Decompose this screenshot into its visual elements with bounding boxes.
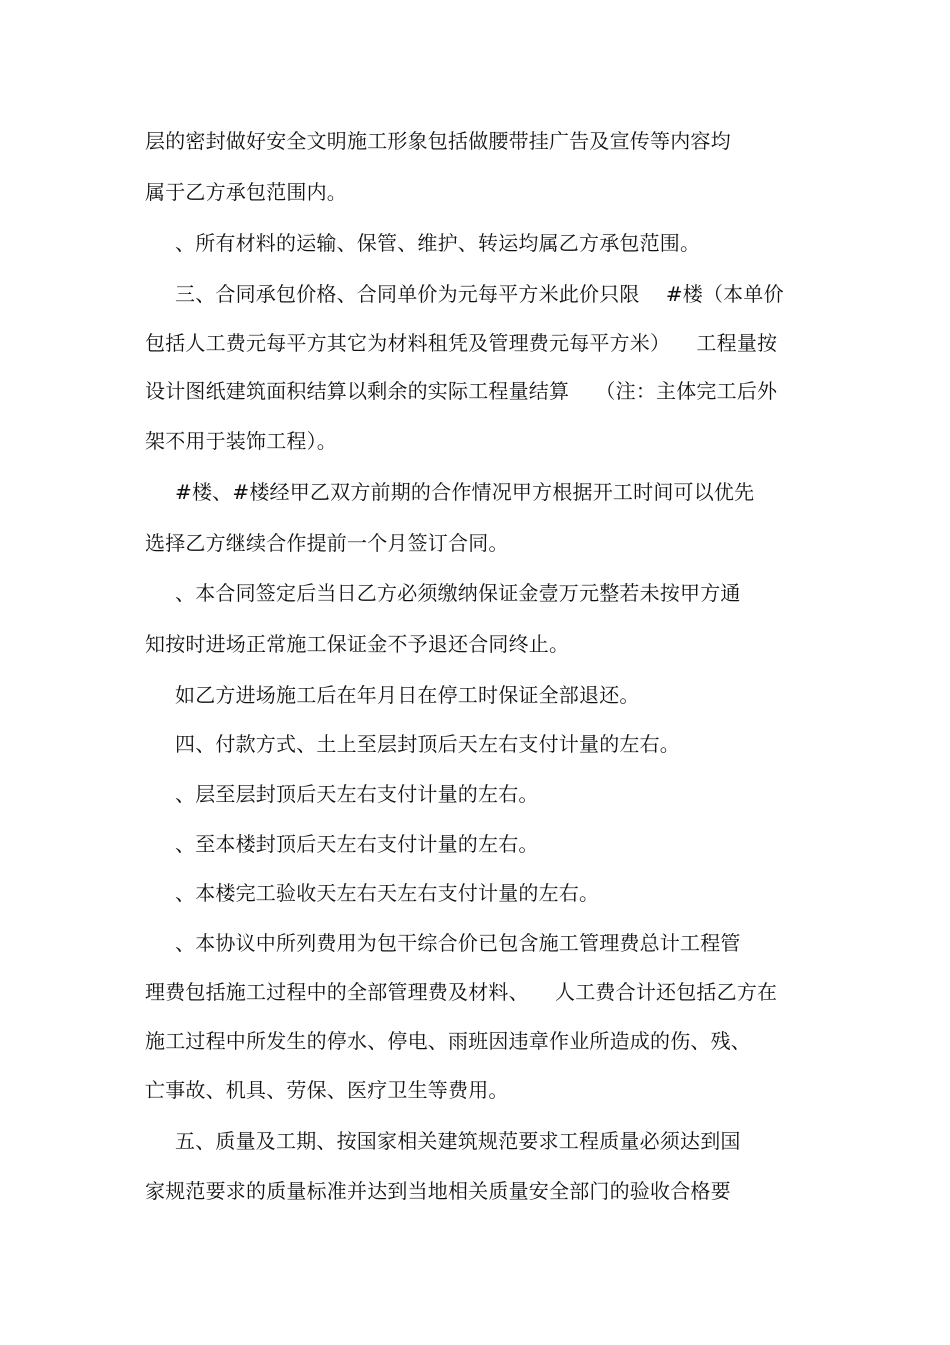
text-line: 选择乙方继续合作提前一个月签订合同。	[145, 531, 509, 555]
text-line: 、本合同签定后当日乙方必须缴纳保证金壹万元整若未按甲方通	[175, 581, 741, 605]
text-line: 三、合同承包价格、合同单价为元每平方米此价只限 #楼（本单价	[175, 282, 784, 306]
text-line: 如乙方进场施工后在年月日在停工时保证全部退还。	[175, 683, 640, 707]
text-line: 、本楼完工验收天左右天左右支付计量的左右。	[175, 881, 600, 905]
text-line: 、本协议中所列费用为包干综合价已包含施工管理费总计工程管	[175, 931, 741, 955]
text-line: 知按时进场正常施工保证金不予退还合同终止。	[145, 632, 570, 656]
text-line: 家规范要求的质量标准并达到当地相关质量安全部门的验收合格要	[145, 1179, 731, 1203]
text-line: 、层至层封顶后天左右支付计量的左右。	[175, 782, 539, 806]
text-line: 架不用于装饰工程）。	[145, 429, 337, 453]
text-line: 施工过程中所发生的停水、停电、雨班因违章作业所造成的伤、残、	[145, 1029, 751, 1053]
text-line: #楼、#楼经甲乙双方前期的合作情况甲方根据开工时间可以优先	[175, 480, 755, 504]
text-line: 理费包括施工过程中的全部管理费及材料、 人工费合计还包括乙方在	[145, 980, 778, 1004]
text-line: 包括人工费元每平方其它为材料租凭及管理费元每平方米） 工程量按	[145, 331, 778, 355]
text-line: 五、质量及工期、按国家相关建筑规范要求工程质量必须达到国	[175, 1129, 741, 1153]
text-line: 、至本楼封顶后天左右支付计量的左右。	[175, 832, 539, 856]
text-line: 属于乙方承包范围内。	[145, 180, 347, 204]
text-line: 层的密封做好安全文明施工形象包括做腰带挂广告及宣传等内容均	[145, 129, 731, 153]
text-line: 亡事故、机具、劳保、医疗卫生等费用。	[145, 1078, 509, 1102]
text-line: 四、付款方式、土上至层封顶后天左右支付计量的左右。	[175, 732, 680, 756]
text-line: 、所有材料的运输、保管、维护、转运均属乙方承包范围。	[175, 231, 701, 255]
text-line: 设计图纸建筑面积结算以剩余的实际工程量结算 （注：主体完工后外	[145, 379, 778, 403]
